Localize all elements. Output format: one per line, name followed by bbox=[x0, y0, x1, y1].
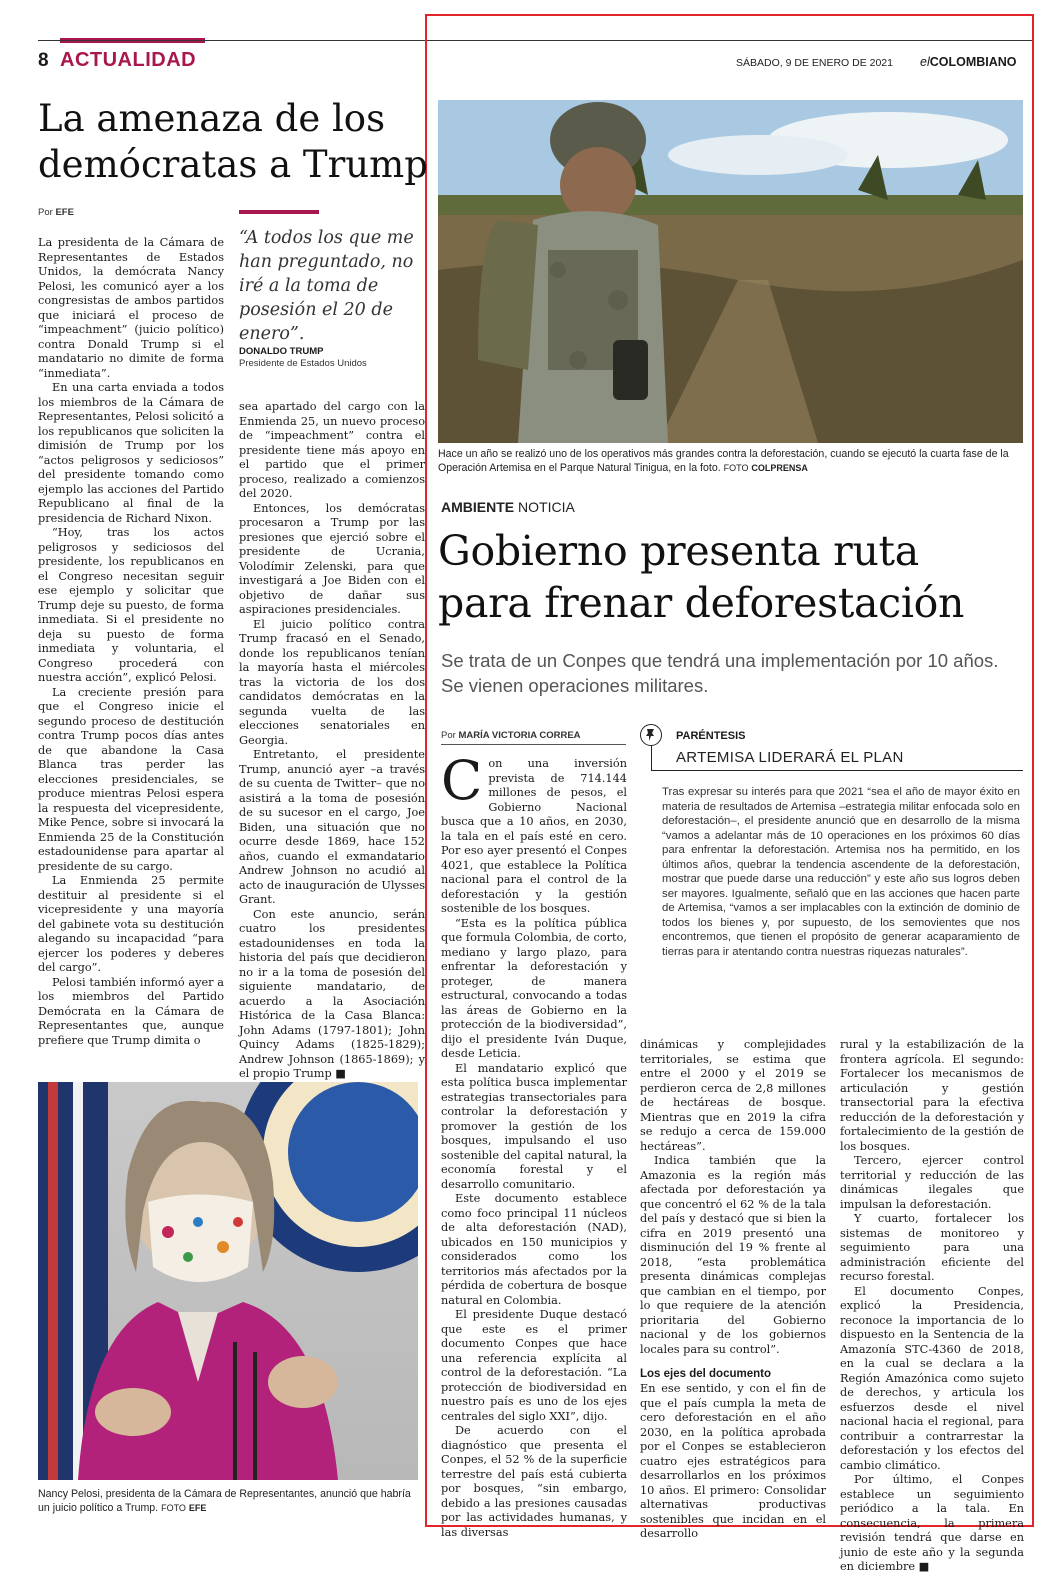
pelosi-photo bbox=[38, 1082, 418, 1480]
soldier-photo bbox=[438, 100, 1023, 443]
parentesis-rule bbox=[651, 770, 1023, 771]
quote-author-role: Presidente de Estados Unidos bbox=[239, 358, 367, 369]
left-headline: La amenaza de los demócratas a Trump bbox=[38, 97, 428, 186]
dropcap: C bbox=[441, 749, 483, 812]
paragraph: Y cuarto, fortalecer los sistemas de monitoreo y seguimiento para una administración eficiente del recurso forestal. bbox=[840, 1212, 1024, 1283]
paragraph: En ese sentido, y con el fin de que el país cumpla la meta de cero deforestación en el año 2030, en la política aprobada por el Conpes se establecieron cuatro ejes estratégicos para desarrollarlos en los próximos 10 años. El primero: Consolidar alternativas productivas sostenibles que incidan en el desarrollo bbox=[640, 1382, 826, 1540]
subhead: Los ejes del documento bbox=[640, 1368, 771, 1380]
paragraph: En una carta enviada a todos los miembros de la Cámara de Representantes, Pelosi solicitó a los republicanos que soliciten la dimisión de Trump por los “actos peligrosos y sediciosos” del presidente tomando como ejemplo las acciones del Partido Republicano al final de la presidencia de Richard Nixon. bbox=[38, 381, 224, 525]
newspaper-logo: elCOLOMBIANO bbox=[920, 55, 1017, 69]
right-subtitle: Se trata de un Conpes que tendrá una implementación por 10 años. Se vienen operaciones militares. bbox=[441, 650, 999, 696]
paragraph: Entonces, los demócratas procesaron a Trump por las presiones que ejerció sobre el presidente de Ucrania, Volodímir Zelenski, para que investigará a Joe Biden con el objetivo de dañar sus aspiraciones presidenciales. bbox=[239, 501, 425, 616]
right-article-col3 bbox=[840, 1038, 1024, 1575]
issue-date: SÁBADO, 9 DE ENERO DE 2021 bbox=[736, 57, 893, 69]
paragraph: Por último, el Conpes establece un seguimiento periódico a la tala. En consecuencia, la primera revisión tendrá que darse en junio de este año y la segunda en diciembre ■ bbox=[840, 1473, 1024, 1573]
paragraph: dinámicas y complejidades territoriales, se estima que entre el 2000 y el 2019 se perdieron cerca de 2,8 millones de hectáreas de bosque. Mientras que en 2019 la cifra se redujo a cerca de 159.000 hectáreas”. bbox=[640, 1038, 826, 1153]
paragraph: El presidente Duque destacó que este es el primer documento Conpes que hace una referencia explícita al control de la deforestación. “La protección de biodiversidad en nuestro país es uno de los ejes centrales del siglo XXI”, dijo. bbox=[441, 1308, 627, 1423]
paragraph: La creciente presión para que el Congreso inicie el segundo proceso de destitución contra Trump pocos días antes de que abandone la Casa Blanca tras perder las elecciones presidenciales, se produce mientras Pelosi espera la respuesta del vicepresidente, Mike Pence, sobre si invocará la Enmienda 25 de la Constitución estadounidense para apartar al presidente de su cargo. bbox=[38, 685, 224, 873]
right-byline: Por MARÍA VICTORIA CORREA bbox=[441, 730, 581, 741]
paragraph: “Hoy, tras los actos peligrosos y sediciosos del presidente, los republicanos en el Congreso necesitan seguir ese ejemplo y solicitar que Trump deje su puesto, de forma inmediata. Si el presidente no deja su puesto de forma inmediata y voluntaria, el Congreso procederá con nuestra acción”, explicó Pelosi. bbox=[38, 526, 224, 684]
left-article-col2 bbox=[239, 400, 425, 1082]
paragraph: La Enmienda 25 permite destituir al presidente si el vicepresidente y una mayoría del gabinete vota su destitución alegando su incapacidad “para ejercer los poderes y deberes del cargo”. bbox=[38, 874, 224, 974]
paragraph: Tercero, ejercer control territorial y reducción de las dinámicas ilegales que impulsan la deforestación. bbox=[840, 1154, 1024, 1211]
left-byline: Por EFE bbox=[38, 207, 74, 218]
pull-quote: “A todos los que me han preguntado, no iré a la toma de posesión el 20 de enero”. bbox=[239, 228, 414, 344]
page-number: 8 bbox=[38, 50, 49, 71]
right-article-col2 bbox=[640, 1038, 826, 1542]
paragraph: Este documento establece como foco principal 11 núcleos de alta deforestación (NAD), ubicados en 150 municipios y considerados como los territorios más afectados por la pérdida de cobertura de bosque natural en Colombia. bbox=[441, 1192, 627, 1307]
soldier-photo-caption: Hace un año se realizó uno de los operativos más grandes contra la deforestación, cuando se ejecutó la cuarta fase de la Operación Artemisa en el Parque Natural Tinigua, en la foto. FOTO COLPRENSA bbox=[438, 448, 1009, 474]
paragraph: La presidenta de la Cámara de Representantes de Estados Unidos, la demócrata Nancy Pelosi, les comunicó ayer a los congresistas de ambos partidos que iniciará el proceso de “impeachment” (juicio político) contra Donald Trump si el mandatario no dimite de forma “inmediata”. bbox=[38, 236, 224, 380]
pin-icon bbox=[640, 724, 662, 746]
paragraph: Con este anuncio, serán cuatro los presidentes estadounidenses en toda la historia del país que decidieron no ir a la toma de posesión del siguiente mandatario, de acuerdo a la Asociación Histórica de la Casa Blanca: John Adams (1797-1801); John Quincy Adams (1825-1829); Andrew Johnson (1865-1869); y el propio Trump ■ bbox=[239, 907, 425, 1080]
byline-rule bbox=[441, 744, 626, 745]
paragraph: El mandatario explicó que esta política busca implementar estrategias transectoriales para controlar la deforestación y promover la gestión de los bosques, impulsando el uso sostenible del capital natural, la economía forestal y el desarrollo comunitario. bbox=[441, 1061, 627, 1191]
parentesis-text: Tras expresar su interés para que 2021 “sea el año de mayor éxito en materia de resultados de Artemisa –estrategia militar enfocada solo en deforestación–, el presidente anunció que en desarrollo de la misma “vamos a adelantar más de 10 operaciones en los próximos 60 días para enfrentar la deforestación. Artemisa nos ha permitido, en los últimos años, quebrar la tendencia ascendente de la deforestación, mostrar que puede darse una reducción” y este año sus logros deben ser mayores. Igualmente, señaló que en las acciones que hacen parte de Artemisa, “vamos a ser implacables con la extinción de dominio de todos los bienes y, por supuesto, de los semovientes que nos encontremos, que tienen el propósito de generar acaparamiento de tierras para ir atentando contra nuestras riquezas naturales”. bbox=[662, 786, 1020, 958]
pelosi-photo-caption: Nancy Pelosi, presidenta de la Cámara de Representantes, anunció que habría un juicio político a Trump. FOTO EFE bbox=[38, 1488, 411, 1514]
paragraph: Indica también que la Amazonia es la región más afectada por deforestación ya que concentró el 62 % de la tala del país y destacó que si bien la cifra en 2019 presentó una disminución del 19 % frente al 2018, “esta problemática presenta dinámicas complejas que cambian en el tiempo, por lo que requiere de la atención prioritaria del Gobierno nacional y de los gobiernos locales para su control”. bbox=[640, 1154, 826, 1356]
left-article-col1 bbox=[38, 236, 224, 1048]
quote-author: DONALDO TRUMP bbox=[239, 346, 324, 357]
paragraph: Entretanto, el presidente Trump, anunció ayer –a través de su cuenta de Twitter– que no asistirá a la toma de posesión de su sucesor en el cargo, Joe Biden, una situación que no ocurre desde 1869, hace 152 años, cuando el exmandatario Andrew Johnson no acudió al acto de inauguración de Ulysses Grant. bbox=[239, 748, 425, 906]
paragraph: El documento Conpes, explicó la Presidencia, reconoce la importancia de lo dispuesto en la Sentencia de la Amazonía STC-4360 de 2018, en la cual se declara a la Región Amazónica como sujeto de derechos, y articula los esfuerzos desde el nivel nacional hacia el regional, para contribuir a contrarrestar la deforestación y los efectos del cambio climático. bbox=[840, 1284, 1024, 1472]
right-article-col1: Con una inversión prevista de 714.144 millones de pesos, el Gobierno Nacional busca que a 10 años, en 2030, la tala en el país esté en cero. Por eso ayer presentó el Conpes 4021, que establece la Política nacional para el control de la deforestación y la gestión sostenible de los bosques. “Esta es la política pública que formula Colombia, de corto, mediano y largo plazo, para enfrentar la deforestación y proteger, de manera estructural, convocando a todas las áreas de Gobierno en la protección de la biodiversidad”, dijo el presidente Iván Duque, desde Leticia. El mandatario explicó que esta política busca implementar estrategias transectoriales para controlar la deforestación y promover la gestión de los bosques, impulsando el uso sostenible del capital natural, la economía forestal y el desarrollo comunitario. Este documento establece como foco principal 11 núcleos de alta deforestación (NAD), ubicados en 150 municipios y considerados como los territorios más afectados por la pérdida de cobertura de bosque natural en Colombia. El presidente Duque destacó que este es el primer documento Conpes que hace una referencia explícita al control de la deforestación. “La protección de biodiversidad en nuestro país es uno de los ejes centrales del siglo XXI”, dijo. De acuerdo con el diagnóstico que presenta el Conpes, el 52 % de la superficie terrestre del país está cubierta por bosques, “sin embargo, debido a las presiones causadas por las actividades humanas, y las diversas bbox=[441, 749, 627, 1539]
paragraph: Pelosi también informó ayer a los miembros del Partido Demócrata en la Cámara de Representantes que, aunque prefiere que Trump dimita o bbox=[38, 975, 224, 1047]
section-label: ACTUALIDAD bbox=[60, 49, 197, 71]
parentesis-vertical-rule bbox=[651, 746, 652, 770]
parentesis-title: ARTEMISA LIDERARÁ EL PLAN bbox=[676, 749, 904, 766]
quote-rule bbox=[239, 210, 319, 214]
paragraph: sea apartado del cargo con la Enmienda 25, un nuevo proceso de “impeachment” contra el presidente tiene más apoyo en el partido que el primer proceso, realizado a comienzos del 2020. bbox=[239, 400, 425, 500]
paragraph: De acuerdo con el diagnóstico que presenta el Conpes, el 52 % de la superficie terrestre del país está cubierta por bosques, “sin embargo, debido a las presiones causadas por las actividades humanas, y las diversas bbox=[441, 1424, 627, 1539]
right-headline: Gobierno presenta ruta para frenar deforestación bbox=[438, 527, 965, 627]
paragraph: “Esta es la política pública que formula Colombia, de corto, mediano y largo plazo, para enfrentar la deforestación y proteger, de manera estructural, convocando a todas las áreas de Gobierno en la protección de la biodiversidad”, dijo el presidente Iván Duque, desde Leticia. bbox=[441, 916, 627, 1060]
paragraph: rural y la estabilización de la frontera agrícola. El segundo: Fortalecer los mecanismos de articulación y gestión transectorial para la efectiva reducción de la deforestación y fortalecimiento de la gestión de los bosques. bbox=[840, 1038, 1024, 1153]
kicker: AMBIENTE NOTICIA bbox=[441, 499, 575, 515]
parentesis-label: PARÉNTESIS bbox=[676, 730, 746, 742]
paragraph: El juicio político contra Trump fracasó en el Senado, donde los republicanos tenían la mayoría hasta el miércoles tras la victoria de los dos candidatos demócratas en la segunda vuelta de las elecciones senatoriales en Georgia. bbox=[239, 617, 425, 747]
